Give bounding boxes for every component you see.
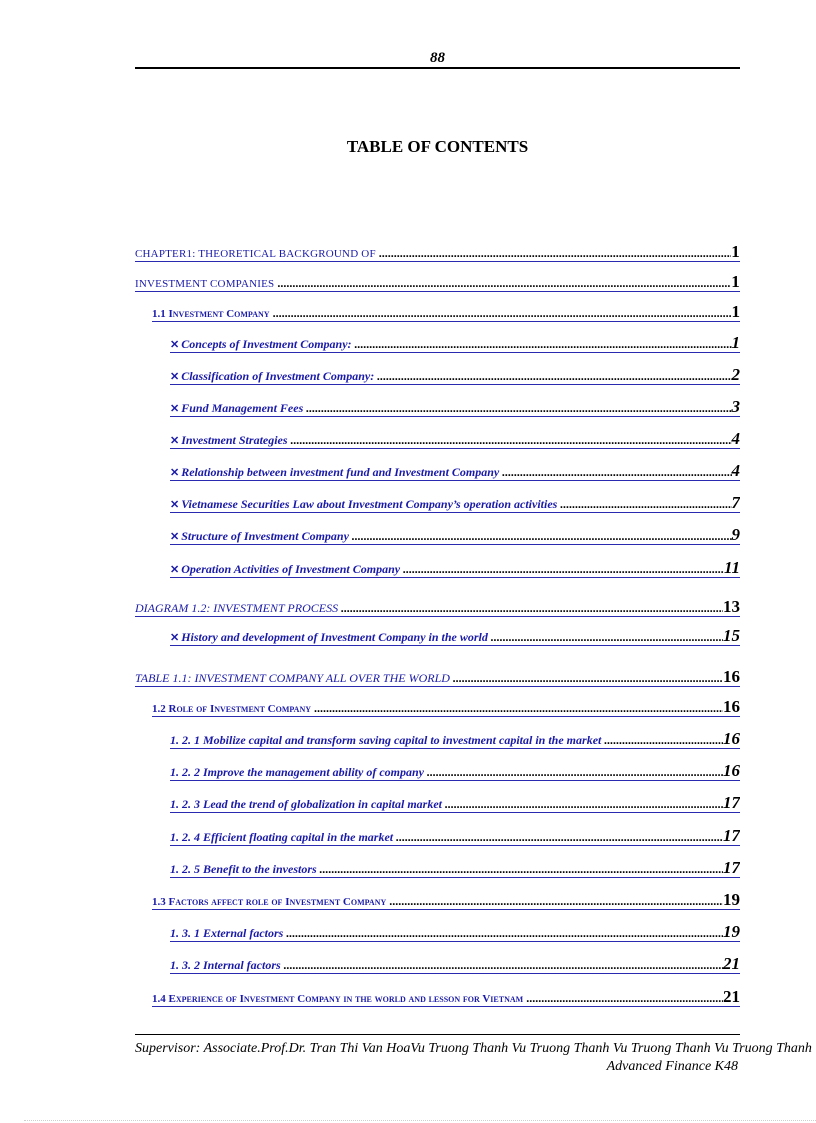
bottom-divider (24, 1120, 816, 1121)
toc-entry-text: 1.2 Role of Investment Company (152, 703, 311, 715)
toc-entry-text: Operation Activities of Investment Company (181, 562, 401, 576)
toc-entry-page: 17 (723, 794, 740, 812)
toc-leader-dots (338, 599, 723, 617)
toc-entry-page: 15 (723, 627, 740, 645)
footer-supervisor: Supervisor: Associate.Prof.Dr. Tran Thi Van HoaVu Truong Thanh Vu Truong Thanh Vu Truong Thanh Vu Truong Thanh (135, 1041, 812, 1056)
toc-entry-text: 1. 2. 1 Mobilize capital and transform saving capital to investment capital in the market (170, 733, 602, 747)
toc-entry-page: 17 (723, 827, 740, 845)
toc-entry-page: 2 (731, 366, 740, 384)
toc-entry-page: 3 (731, 398, 740, 416)
toc-leader-dots (374, 367, 731, 385)
toc-entry-table-1-1[interactable] (135, 668, 740, 687)
toc-leader-dots (352, 335, 732, 353)
toc-entry-text: 1.1 Investment Company (152, 308, 270, 320)
toc-entry-text: Vietnamese Securities Law about Investment Company’s operation activities (181, 497, 558, 511)
toc-entry-text: 1.4 Experience of Investment Company in the world and lesson for Vietnam (152, 993, 524, 1005)
toc-entry-text: Structure of Investment Company (181, 529, 349, 543)
bullet-x-icon: ✕ (170, 371, 180, 383)
toc-entry-text: 1. 2. 2 Improve the management ability of company (170, 765, 424, 779)
toc-entry-page: 11 (723, 559, 740, 577)
toc-leader-dots (400, 560, 724, 578)
toc-entry-page: 16 (723, 668, 740, 686)
toc-entry-1-4[interactable] (152, 988, 740, 1007)
toc-entry-text: Fund Management Fees (181, 401, 304, 415)
toc-entry-operation[interactable] (170, 559, 740, 578)
toc-entry-1-2-1[interactable] (170, 730, 740, 749)
bullet-x-icon: ✕ (170, 499, 180, 511)
toc-leader-dots (376, 244, 732, 262)
toc-entry-text: 1. 3. 2 Internal factors (170, 958, 281, 972)
footer-class: Advanced Finance K48 (606, 1059, 738, 1074)
toc-leader-dots (393, 828, 723, 846)
toc-entry-investment-companies[interactable] (135, 273, 740, 292)
toc-entry-page: 4 (731, 430, 740, 448)
toc-entry-page: 21 (723, 988, 740, 1006)
toc-entry-page: 1 (731, 243, 740, 261)
toc-leader-dots (450, 669, 723, 687)
toc-entry-1-3-2[interactable] (170, 955, 740, 974)
toc-entry-1-2[interactable] (152, 698, 740, 717)
toc-entry-history[interactable] (170, 627, 740, 646)
toc-entry-1-3[interactable] (152, 891, 740, 910)
toc-leader-dots (499, 463, 731, 481)
toc-leader-dots (488, 628, 723, 646)
page-number: 88 (430, 50, 445, 66)
toc-entry-page: 1 (731, 273, 740, 291)
toc-entry-text: Investment Strategies (181, 433, 288, 447)
toc-entry-concepts[interactable] (170, 334, 740, 353)
bullet-x-icon: ✕ (170, 632, 180, 644)
toc-leader-dots (274, 274, 731, 292)
toc-leader-dots (557, 495, 731, 513)
toc-entry-diagram-1-2[interactable] (135, 598, 740, 617)
toc-entry-page: 19 (723, 923, 740, 941)
bullet-x-icon: ✕ (170, 403, 180, 415)
toc-entry-1-2-5[interactable] (170, 859, 740, 878)
toc-entry-page: 17 (723, 859, 740, 877)
toc-entry-strategies[interactable] (170, 430, 740, 449)
toc-leader-dots (601, 731, 723, 749)
toc-entry-text: CHAPTER1: THEORETICAL BACKGROUND OF (135, 248, 376, 260)
toc-entry-text: 1. 2. 5 Benefit to the investors (170, 862, 317, 876)
toc-entry-securities-law[interactable] (170, 494, 740, 513)
toc-entry-text: INVESTMENT COMPANIES (135, 278, 275, 290)
toc-entry-text: 1. 3. 1 External factors (170, 926, 284, 940)
toc-leader-dots (523, 989, 723, 1007)
toc-leader-dots (349, 527, 732, 545)
toc-entry-text: Relationship between investment fund and Investment Company (181, 465, 500, 479)
bullet-x-icon: ✕ (170, 339, 180, 351)
toc-leader-dots (288, 431, 732, 449)
toc-leader-dots (311, 699, 723, 717)
toc-leader-dots (317, 860, 723, 878)
toc-entry-page: 13 (723, 598, 740, 616)
toc-leader-dots (303, 399, 731, 417)
toc-entry-text: Concepts of Investment Company: (181, 337, 352, 351)
toc-entry-page: 1 (731, 334, 740, 352)
toc-entry-page: 9 (731, 526, 740, 544)
toc-entry-1-2-4[interactable] (170, 827, 740, 846)
toc-entry-chapter1[interactable] (135, 243, 740, 262)
toc-entry-page: 19 (723, 891, 740, 909)
toc-entry-text: Classification of Investment Company: (181, 369, 375, 383)
toc-title: TABLE OF CONTENTS (346, 137, 529, 156)
bullet-x-icon: ✕ (170, 564, 180, 576)
toc-leader-dots (270, 304, 732, 322)
toc-leader-dots (281, 956, 723, 974)
toc-entry-classification[interactable] (170, 366, 740, 385)
toc-entry-text: 1. 2. 4 Efficient floating capital in the market (170, 830, 394, 844)
toc-entry-1-2-2[interactable] (170, 762, 740, 781)
bullet-x-icon: ✕ (170, 467, 180, 479)
toc-leader-dots (442, 795, 723, 813)
toc-entry-text: 1.3 Factors affect role of Investment Company (152, 896, 387, 908)
bullet-x-icon: ✕ (170, 435, 180, 447)
footer-rule (135, 1034, 740, 1035)
toc-entry-structure[interactable] (170, 526, 740, 545)
toc-entry-page: 4 (731, 462, 740, 480)
toc-leader-dots (386, 892, 723, 910)
toc-leader-dots (424, 763, 723, 781)
toc-entry-page: 1 (731, 303, 740, 321)
toc-entry-page: 16 (723, 762, 740, 780)
toc-entry-text: History and development of Investment Company in the world (181, 630, 488, 644)
toc-leader-dots (283, 924, 723, 942)
bullet-x-icon: ✕ (170, 531, 180, 543)
toc-entry-text: TABLE 1.1: INVESTMENT COMPANY ALL OVER THE WORLD (135, 671, 450, 685)
toc-entry-text: 1. 2. 3 Lead the trend of globalization in capital market (170, 797, 443, 811)
toc-entry-relationship[interactable] (170, 462, 740, 481)
toc-entry-1-3-1[interactable] (170, 923, 740, 942)
toc-entry-text: DIAGRAM 1.2: INVESTMENT PROCESS (135, 601, 339, 615)
toc-entry-page: 16 (723, 730, 740, 748)
toc-entry-1-2-3[interactable] (170, 794, 740, 813)
toc-entry-1-1[interactable] (152, 303, 740, 322)
toc-entry-page: 7 (731, 494, 740, 512)
toc-entry-page: 16 (723, 698, 740, 716)
toc-entry-page: 21 (723, 955, 740, 973)
toc-entry-fund-fees[interactable] (170, 398, 740, 417)
